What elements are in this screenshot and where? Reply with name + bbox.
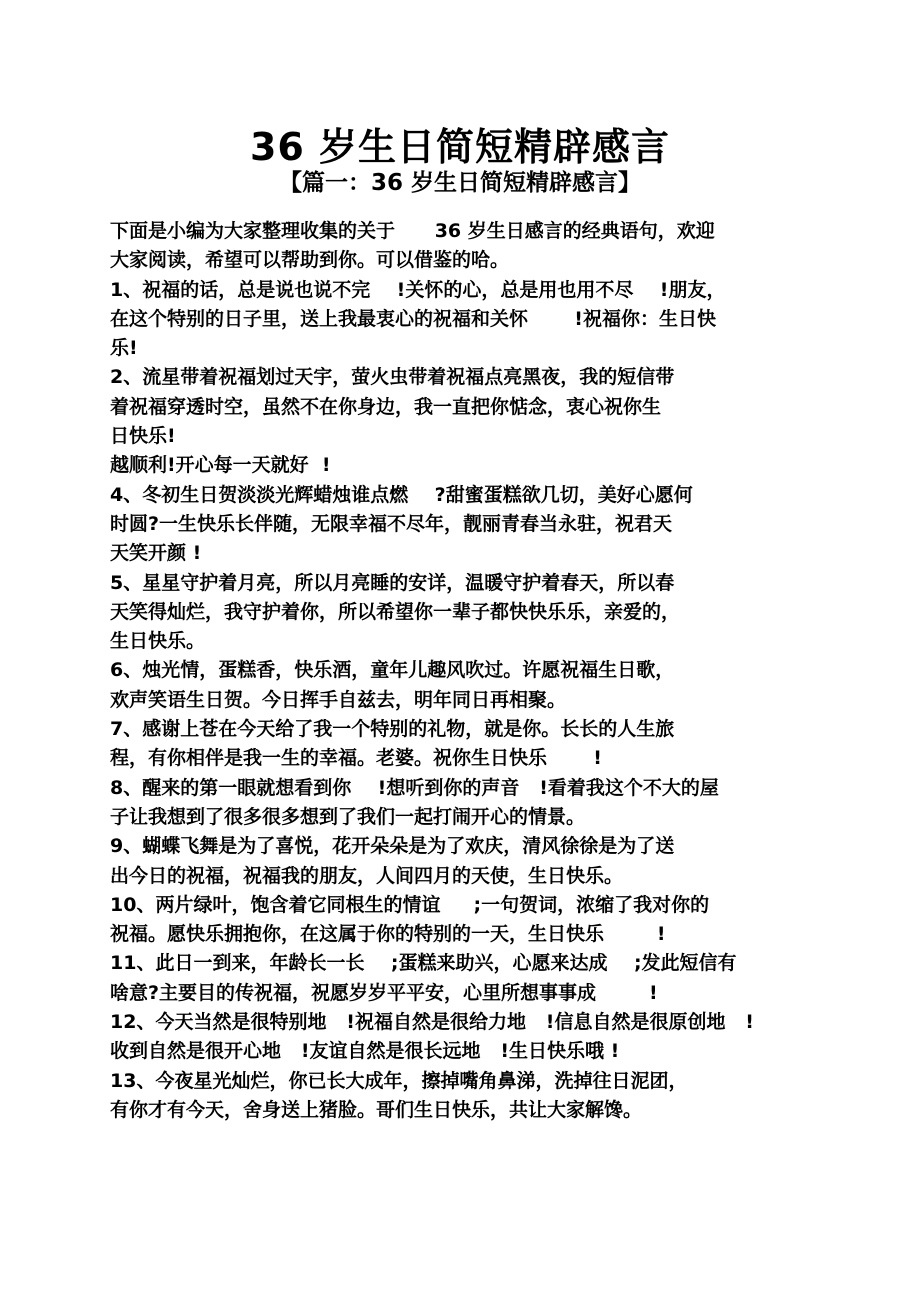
text-line: 有你才有今天，舍身送上猪脸。哥们生日快乐，共让大家解馋。 <box>110 1098 643 1121</box>
text-line: 10、两片绿叶，饱含着它同根生的情谊 ;一句贺词，浓缩了我对你的 <box>110 893 710 916</box>
text-line: 9、蝴蝶飞舞是为了喜悦，花开朵朵是为了欢庆，清风徐徐是为了送 <box>110 835 675 858</box>
text-line: 出今日的祝福，祝福我的朋友，人间四月的天使，生日快乐。 <box>110 864 624 887</box>
text-line: 5、星星守护着月亮，所以月亮睡的安详，温暖守护着春天，所以春 <box>110 571 675 594</box>
text-line: 啥意?主要目的传祝福，祝愿岁岁平平安，心里所想事事成 ! <box>110 981 658 1004</box>
text-line: 13、今夜星光灿烂，你已长大成年，擦掉嘴角鼻涕，洗掉往日泥团， <box>110 1069 688 1092</box>
text-line: 祝福。愿快乐拥抱你，在这属于你的特别的一天，生日快乐 ! <box>110 923 666 946</box>
text-line: 6、烛光情，蛋糕香，快乐酒，童年儿趣风吹过。许愿祝福生日歌， <box>110 659 675 682</box>
text-line: 下面是小编为大家整理收集的关于 36 岁生日感言的经典语句，欢迎 <box>110 220 715 242</box>
text-line: 7、感谢上苍在今天给了我一个特别的礼物，就是你。长长的人生旅 <box>110 718 675 741</box>
text-line: 在这个特别的日子里，送上我最衷心的祝福和关怀 !祝福你：生日快 <box>110 307 716 330</box>
text-line: 子让我想到了很多很多想到了我们一起打闹开心的情景。 <box>110 805 586 828</box>
text-line: 11、此日一到来，年龄长一长 ;蛋糕来助兴，心愿来达成 ;发此短信有 <box>110 952 737 975</box>
text-line: 天笑得灿烂，我守护着你，所以希望你一辈子都快快乐乐，亲爱的， <box>110 600 681 623</box>
text-line: 4、冬初生日贺淡淡光辉蜡烛谁点燃 ?甜蜜蛋糕欲几切，美好心愿何 <box>110 483 693 506</box>
text-line: 日快乐! <box>110 425 176 448</box>
text-line: 1、祝福的话，总是说也说不完 !关怀的心，总是用也用不尽 !朋友， <box>110 278 726 301</box>
text-line: 大家阅读，希望可以帮助到你。可以借鉴的哈。 <box>110 249 510 272</box>
text-line: 生日快乐。 <box>110 630 206 653</box>
document-body <box>110 217 830 1125</box>
text-line: 收到自然是很开心地 !友谊自然是很长远地 !生日快乐哦 ! <box>110 1040 620 1063</box>
text-line: 12、今天当然是很特别地 !祝福自然是很给力地 !信息自然是很原创地 ! <box>110 1011 754 1034</box>
text-line: 时圆?一生快乐长伴随，无限幸福不尽年，靓丽青春当永驻，祝君天 <box>110 512 673 535</box>
text-line: 程，有你相伴是我一生的幸福。老婆。祝你生日快乐 ! <box>110 747 602 770</box>
section-subtitle: 【篇一：36 岁生日简短精辟感言】 <box>278 170 641 196</box>
page-title: 36 岁生日简短精辟感言 <box>249 125 671 169</box>
text-line: 越顺利!开心每一天就好 ! <box>110 454 331 477</box>
text-line: 着祝福穿透时空，虽然不在你身边，我一直把你惦念，衷心祝你生 <box>110 395 662 418</box>
text-line: 欢声笑语生日贺。今日挥手自兹去，明年同日再相聚。 <box>110 688 567 711</box>
text-line: 天笑开颜 ! <box>110 542 202 565</box>
text-line: 乐! <box>110 337 138 360</box>
text-line: 8、醒来的第一眼就想看到你 !想听到你的声音 !看着我这个不大的屋 <box>110 776 719 799</box>
text-line: 2、流星带着祝福划过天宇，萤火虫带着祝福点亮黑夜，我的短信带 <box>110 366 675 389</box>
